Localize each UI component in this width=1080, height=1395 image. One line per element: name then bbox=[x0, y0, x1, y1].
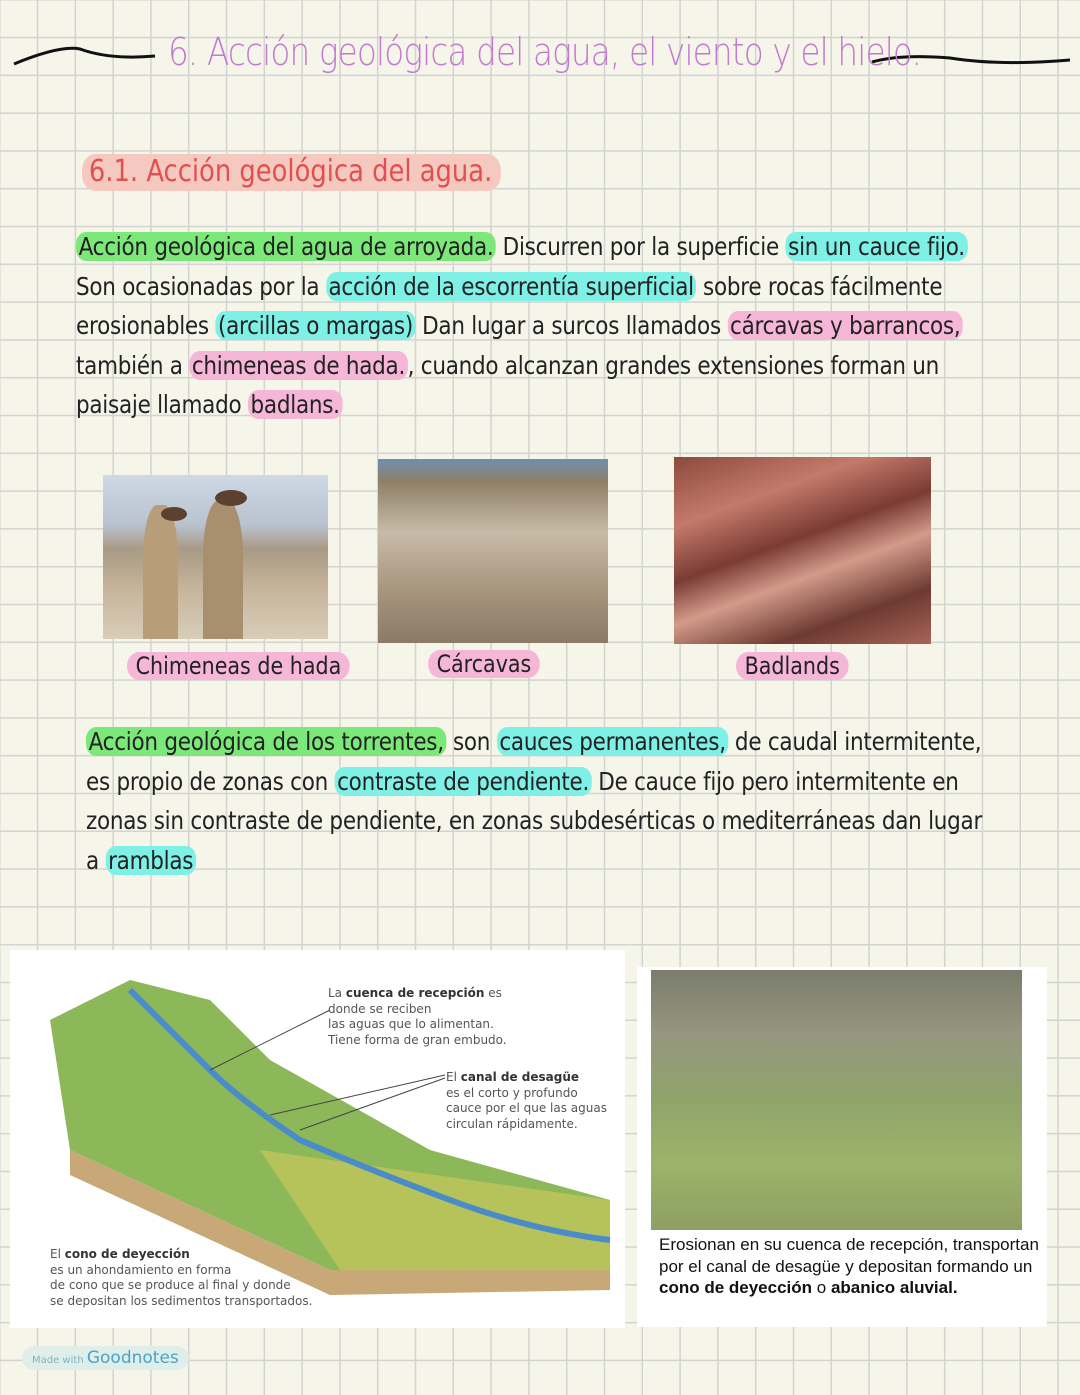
highlighted-text: chimeneas de hada. bbox=[189, 351, 407, 380]
photo-carcavas bbox=[378, 459, 608, 643]
highlighted-text: sin un cauce fijo. bbox=[786, 232, 968, 261]
highlighted-text: cárcavas y barrancos, bbox=[727, 311, 963, 340]
highlighted-text: (arcillas o margas) bbox=[215, 311, 415, 340]
text-line bbox=[86, 767, 959, 796]
caption-carcavas: Cárcavas bbox=[428, 650, 540, 678]
goodnotes-watermark: Made with Goodnotes bbox=[22, 1346, 189, 1370]
text-segment: erosionables bbox=[76, 311, 216, 340]
highlighted-text: Acción geológica del agua de arroyada. bbox=[76, 232, 496, 261]
photo-chimeneas-de-hada bbox=[103, 475, 328, 639]
highlighted-text: ramblas bbox=[105, 846, 195, 875]
photo-cono-deyeccion bbox=[651, 970, 1022, 1230]
text-line bbox=[76, 390, 342, 419]
text-line bbox=[76, 272, 942, 301]
highlighted-text: badlans. bbox=[248, 390, 342, 419]
photo-badlands bbox=[674, 457, 931, 644]
text-segment: de caudal intermitente, bbox=[728, 727, 982, 756]
label-cono-deyeccion: El cono de deyección es un ahondamiento en forma de cono que se produce al final y donde se depositan los sedimentos transportados. bbox=[50, 1247, 313, 1308]
label-canal-desague: El canal de desagüe es el corto y profundo cauce por el que las aguas circulan rápidamente. bbox=[446, 1070, 607, 1131]
text-segment: a bbox=[86, 845, 106, 875]
section-title: 6.1. Acción geológica del agua. bbox=[82, 154, 501, 191]
text-line bbox=[86, 727, 981, 756]
text-segment: , cuando alcanzan grandes extensiones forman un bbox=[407, 350, 940, 380]
text-segment: son bbox=[446, 727, 497, 756]
highlighted-text: Acción geológica de los torrentes, bbox=[86, 727, 446, 756]
caption-chimeneas: Chimeneas de hada bbox=[127, 652, 350, 680]
text-segment: paisaje llamado bbox=[76, 390, 248, 419]
text-segment: Dan lugar a surcos llamados bbox=[415, 311, 728, 340]
highlighted-text: cauces permanentes, bbox=[497, 727, 729, 756]
text-line bbox=[76, 351, 939, 380]
page-title: 6. Acción geológica del agua, el viento y el hielo. bbox=[168, 30, 922, 74]
text-segment: Discurren por la superficie bbox=[496, 232, 786, 261]
label-cuenca-recepcion: La cuenca de recepción es donde se reciben las aguas que lo alimentan. Tiene forma de gran embudo. bbox=[328, 986, 507, 1047]
text-segment: sobre rocas fácilmente bbox=[696, 271, 943, 301]
text-line bbox=[86, 846, 196, 875]
text-line bbox=[86, 806, 982, 835]
text-segment: es propio de zonas con bbox=[86, 766, 335, 796]
highlighted-text: acción de la escorrentía superficial bbox=[326, 272, 696, 301]
text-segment: también a bbox=[76, 350, 190, 380]
text-line bbox=[76, 232, 967, 261]
torrent-diagram bbox=[10, 950, 625, 1328]
text-line bbox=[76, 311, 963, 340]
text-segment: Son ocasionadas por la bbox=[76, 271, 326, 301]
text-segment: De cauce fijo pero intermitente en bbox=[591, 766, 959, 796]
text-segment: zonas sin contraste de pendiente, en zonas subdesérticas o mediterráneas dan lugar bbox=[86, 806, 983, 835]
highlighted-text: contraste de pendiente. bbox=[335, 767, 592, 796]
photo-caption: Erosionan en su cuenca de recepción, transportan por el canal de desagüe y depositan formando un cono de deyección o abanico aluvial. bbox=[659, 1235, 1039, 1297]
caption-badlands: Badlands bbox=[736, 652, 848, 680]
